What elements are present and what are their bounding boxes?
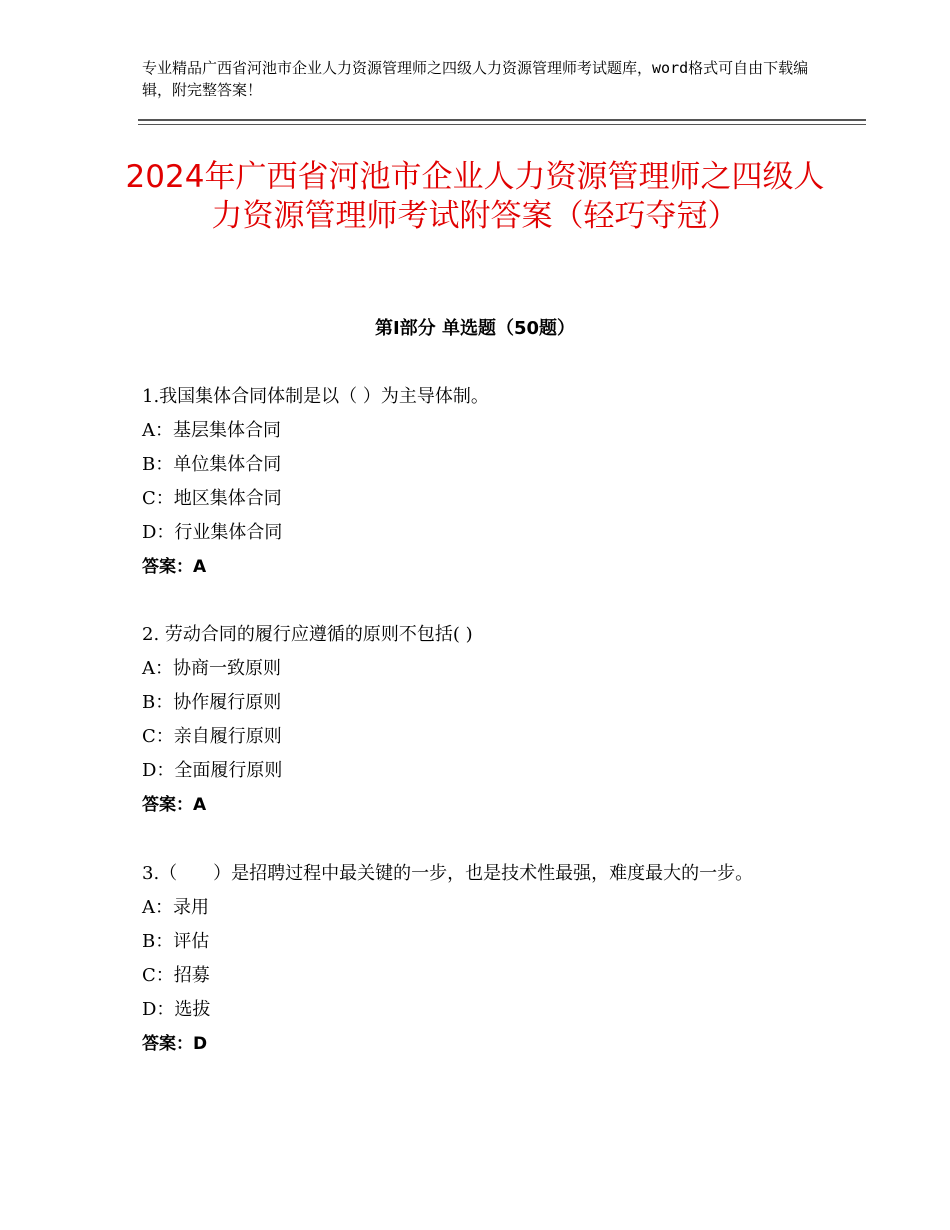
option-b: B：单位集体合同 bbox=[142, 454, 282, 475]
answer-value: A bbox=[193, 557, 207, 577]
option-d: D：选拔 bbox=[142, 999, 211, 1020]
answer-label: 答案： bbox=[142, 557, 193, 577]
question-text: 1.我国集体合同体制是以（ ）为主导体制。 bbox=[142, 386, 489, 407]
option-a: A：录用 bbox=[142, 897, 209, 918]
header-divider bbox=[138, 119, 866, 125]
question-text: 3.（ ）是招聘过程中最关键的一步，也是技术性最强，难度最大的一步。 bbox=[142, 863, 754, 884]
option-c: C：招募 bbox=[142, 965, 210, 986]
option-c: C：亲自履行原则 bbox=[142, 726, 282, 747]
document-title: 2024年广西省河池市企业人力资源管理师之四级人力资源管理师考试附答案（轻巧夺冠） bbox=[125, 159, 825, 234]
option-a: A：协商一致原则 bbox=[142, 658, 281, 679]
option-d: D：全面履行原则 bbox=[142, 760, 283, 781]
section-title: 第Ⅰ部分 单选题（50题） bbox=[374, 318, 575, 339]
answer-label: 答案： bbox=[142, 795, 193, 815]
answer-label: 答案： bbox=[142, 1034, 193, 1054]
answer-line bbox=[142, 788, 822, 822]
question-text: 2. 劳动合同的履行应遵循的原则不包括( ) bbox=[142, 624, 473, 645]
option-b: B：协作履行原则 bbox=[142, 692, 282, 713]
question-2 bbox=[142, 618, 822, 822]
option-b: B：评估 bbox=[142, 931, 210, 952]
question-3 bbox=[142, 857, 802, 1061]
answer-value: A bbox=[193, 795, 207, 815]
option-d: D：行业集体合同 bbox=[142, 522, 283, 543]
answer-value: D bbox=[193, 1034, 208, 1054]
option-c: C：地区集体合同 bbox=[142, 488, 282, 509]
header-note: 专业精品广西省河池市企业人力资源管理师之四级人力资源管理师考试题库，word格式可自由下载编辑，附完整答案！ bbox=[142, 59, 809, 99]
option-a: A：基层集体合同 bbox=[142, 420, 281, 441]
answer-line bbox=[142, 550, 822, 584]
question-1 bbox=[142, 380, 822, 584]
answer-line bbox=[142, 1027, 802, 1061]
